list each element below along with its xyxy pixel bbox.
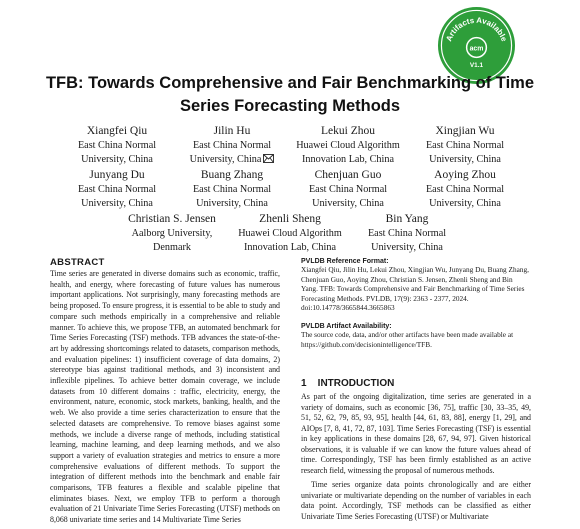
author-name: Bin Yang — [385, 213, 429, 225]
intro-paragraph: As part of the ongoing digitalization, time series are generated in a variety of domains, such as economic [36, 75], traffic [30, 33–35, 49, 51, 52, 62, 79, 85, 93, 95], health [44, 61, 83, 88], energy [1, 29], and AIOps [7, 8, 41, 72, 87, 103]. Time Series Forecasting (TSF) is essential in key applications in these domains [28, 67, 94, 97]. Given historical observations, it is valuable if we can know the future values ahead of time. Correspondingly, TSF has been firmly established as an active research field, witnessing the proposal of numerous methods. — [301, 392, 531, 475]
badge-version: V1.1 — [469, 62, 484, 70]
author-affiliation: Huawei Cloud Algorithm — [296, 140, 400, 151]
author-affiliation: East China Normal — [77, 140, 157, 151]
author-affiliation: East China Normal — [77, 184, 157, 195]
author-name: Xiangfei Qiu — [86, 125, 148, 137]
author-block — [385, 167, 545, 211]
author-affiliation: University, China — [81, 198, 153, 209]
author-affiliation: University, China — [196, 198, 268, 209]
author-name: Chenjuan Guo — [314, 169, 382, 181]
author-affiliation: Denmark — [153, 242, 191, 253]
author-name: Zhenli Sheng — [259, 213, 321, 225]
author-name: Jilin Hu — [213, 125, 251, 137]
introduction-body — [301, 392, 531, 525]
abstract-heading: ABSTRACT — [50, 257, 105, 268]
reference-format — [301, 258, 531, 313]
artifact-heading: PVLDB Artifact Availability: — [301, 323, 392, 330]
author-affiliation: East China Normal — [425, 184, 505, 195]
author-affiliation: East China Normal — [367, 228, 447, 239]
intro-paragraph: Time series organize data points chronologically and are either univariate or multivariate depending on the number of variables in each data point. Accordingly, TSF methods can be classified as either Univariate Time Series Forecasting (UTSF) or Multivariate — [301, 480, 531, 521]
artifact-text: The source code, data, and/or other artifacts have been made available at https://github.com/decisionintelligence/TFB. — [301, 330, 514, 349]
author-name: Aoying Zhou — [434, 169, 496, 181]
author-affiliation: University, China — [429, 198, 501, 209]
author-block — [327, 211, 487, 255]
author-block — [385, 123, 545, 167]
paper-title: TFB: Towards Comprehensive and Fair Benchmarking of Time Series Forecasting Methods — [45, 74, 535, 115]
artifact-availability — [301, 323, 531, 349]
author-name: Junyang Du — [89, 169, 145, 181]
author-affiliation: East China Normal — [308, 184, 388, 195]
author-affiliation: East China Normal — [425, 140, 505, 151]
badge-arc-text: Artifacts Available — [444, 15, 509, 43]
author-name: Christian S. Jensen — [128, 213, 216, 225]
author-affiliation: Innovation Lab, China — [302, 154, 394, 165]
introduction-heading: 1 INTRODUCTION — [301, 378, 395, 389]
reference-format-text: Xiangfei Qiu, Jilin Hu, Lekui Zhou, Xingjian Wu, Junyang Du, Buang Zhang, Chenjuan Guo, Aoying Zhou, Christian S. Jensen, Zhenli Sheng and Bin Yang. TFB: Towards Comprehensive and Fair Benchmarking of Time Series Forecasting Methods. PVLDB, 17(9): 2363 - 2377, 2024. — [301, 265, 529, 303]
author-affiliation: Innovation Lab, China — [244, 242, 336, 253]
author-affiliation: East China Normal — [192, 184, 272, 195]
abstract-text: Time series are generated in diverse domains such as economic, traffic, health, and energy, where forecasting of future values has numerous important applications. Not surprisingly, many forecasting methods are being proposed. To ensure progress, it is essential to be able to study and compare such methods empirically in a comprehensive and reliable manner. To achieve this, we propose TFB, an automated benchmark for Time Series Forecasting (TSF) methods. TFB advances the state-of-the-art by addressing shortcomings related to datasets, comparison methods, and evaluation pipelines: 1) insufficient coverage of data domains, 2) stereotype bias against traditional methods, and 3) inconsistent and inflexible pipelines. To achieve better domain coverage, we include datasets from 10 different domains : traffic, electricity, energy, the environment, nature, economic, stock markets, banking, health, and the web. We also provide a time series characterization to ensure that the selected datasets are comprehensive. To remove biases against some methods, we include a diverse range of methods, including statistical learning, machine learning, and deep learning methods, and we also support a variety of evaluation strategies and metrics to ensure a more comprehensive evaluations of different methods. To support the integration of different methods into the benchmark and enable fair comparisons, TFB features a flexible and scalable pipeline that eliminates biases. Next, we employ TFB to perform a thorough evaluation of 21 Univariate Time Series Forecasting (UTSF) methods on 8,068 univariate time series and 14 Multivariate Time Series — [50, 269, 280, 525]
reference-doi: doi:10.14778/3665844.3665863 — [301, 303, 395, 312]
author-affiliation: East China Normal — [192, 140, 272, 151]
author-name: Buang Zhang — [200, 169, 264, 181]
author-affiliation: Huawei Cloud Algorithm — [238, 228, 342, 239]
author-affiliation: University, China — [312, 198, 384, 209]
author-affiliation: University, China — [371, 242, 443, 253]
author-name: Lekui Zhou — [321, 125, 375, 137]
author-name: Xingjian Wu — [435, 125, 495, 137]
author-affiliation: Aalborg University, — [131, 228, 213, 239]
badge-acm: acm — [469, 45, 484, 53]
author-affiliation: University, China — [189, 154, 262, 165]
author-affiliation: University, China — [81, 154, 153, 165]
author-affiliation: University, China — [429, 154, 501, 165]
reference-format-heading: PVLDB Reference Format: — [301, 258, 389, 265]
